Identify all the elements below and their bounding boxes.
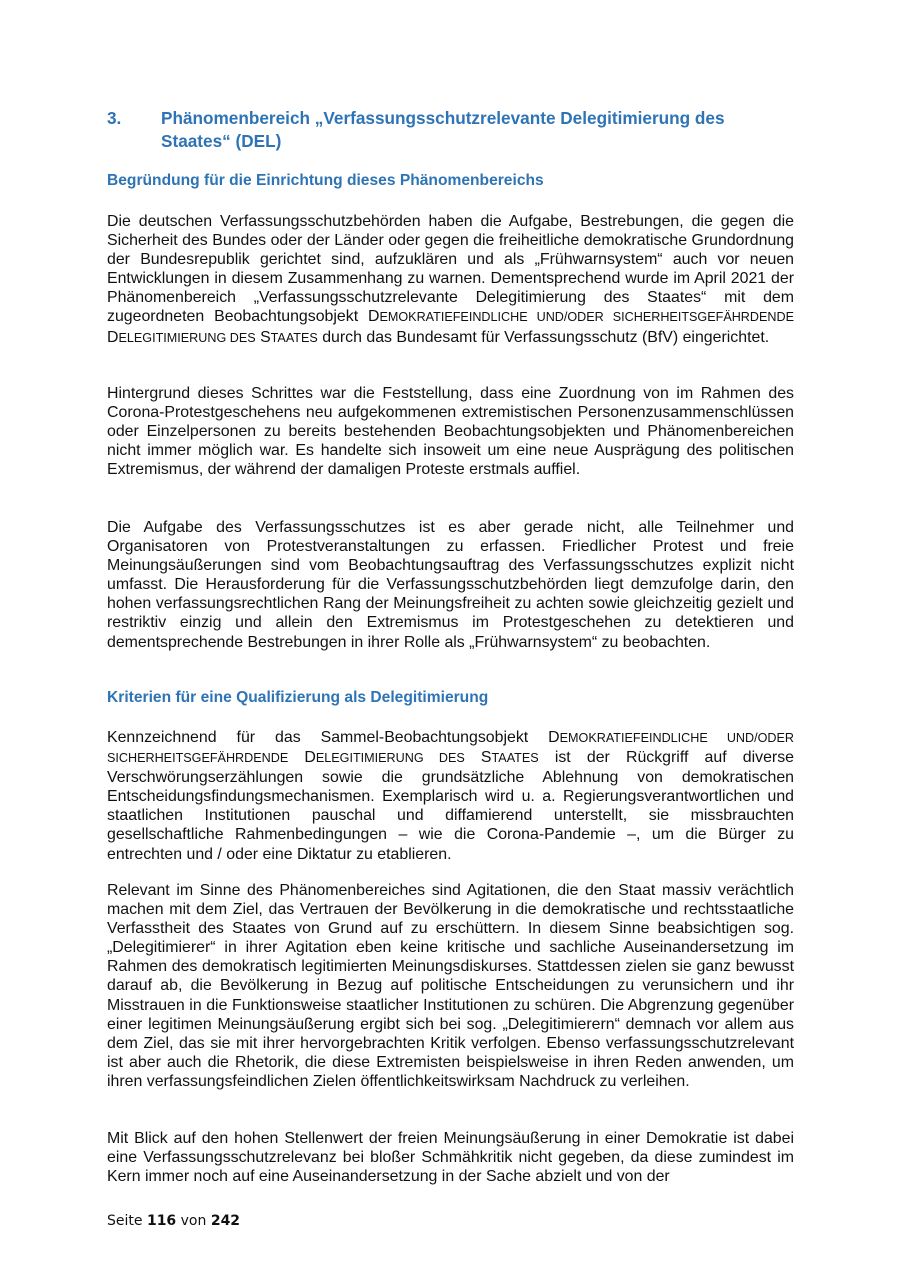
page-footer bbox=[107, 1212, 240, 1230]
footer-prefix: Seite bbox=[107, 1213, 143, 1229]
footer-page-number: 116 bbox=[146, 1213, 177, 1229]
smallcaps-initial: D bbox=[548, 729, 560, 746]
smallcaps-initial: D bbox=[368, 308, 380, 326]
smallcaps-initial: D bbox=[304, 749, 316, 767]
smallcaps-initial: S bbox=[480, 749, 492, 767]
subheading-criteria: Kriterien für eine Qualifizierung als Delegitimierung bbox=[107, 689, 489, 706]
paragraph-text: Die deutschen Verfassungsschutzbehörden haben die Aufgabe, Bestrebungen, die gegen die Sicherheit des Bundes oder der Länder oder gegen die freiheitliche demokratische Grundordnung der Bundesrepublik gerichtet sind, aufzuklären und als „Frühwarnsystem“ auch vor neuen Entwicklungen in diesem Zusammenhang zu warnen. Dementsprechend wurde im April 2021 der Phänomenbereich „Verfassungsschutzrelevante Delegitimierung des Staates“ mit dem zugeordneten Beobachtungsobjekt bbox=[107, 213, 794, 326]
paragraph-text: durch das Bundesamt für Verfassungsschutz (BfV) eingerichtet. bbox=[322, 328, 770, 346]
paragraph-text: ist der Rückgriff auf diverse Verschwörungserzählungen sowie die grundsätzliche Ablehnung von demokratischen Entscheidungsfindungsmechanismen. Exemplarisch wird u. a. Regierungsverantwortlichen und staatlichen Institutionen pauschal und diffamierend unterstellt, sie missbrauchten gesellschaftliche Rahmenbedingungen – wie die Corona-Pandemie –, um die Bürger zu entrechten und / oder eine Diktatur zu etablieren. bbox=[107, 749, 794, 863]
section-heading bbox=[107, 107, 794, 153]
paragraph-background: Hintergrund dieses Schrittes war die Feststellung, dass eine Zuordnung von im Rahmen des Corona-Protestgeschehens neu aufgekommenen extremistischen Personenzusammenschlüssen oder Einzelpersonen zu bereits bestehenden Beobachtungsobjekten und Phänomenbereichen nicht immer möglich war. Es handelte sich insoweit um eine neue Ausprägung des politischen Extremismus, der während der damaligen Proteste erstmals auffiel. bbox=[107, 385, 794, 479]
smallcaps-text: ELEGITIMIERUNG DES bbox=[315, 751, 465, 766]
smallcaps-text: EMOKRATIEFEINDLICHE UND/ODER SICHERHEITSGEFÄHRDENDE bbox=[379, 310, 794, 325]
smallcaps-text: TAATES bbox=[270, 330, 318, 345]
smallcaps-text: ELEGITIMIERUNG DES bbox=[118, 330, 256, 345]
paragraph-characteristics bbox=[107, 728, 794, 864]
section-title: Phänomenbereich „Verfassungsschutzrelevante Delegitimierung des Staates“ (DEL) bbox=[161, 108, 725, 151]
paragraph-task: Die Aufgabe des Verfassungsschutzes ist es aber gerade nicht, alle Teilnehmer und Organisatoren von Protestveranstaltungen zu erfassen. Friedlicher Protest und freie Meinungsäußerungen sind vom Beobachtungsauftrag des Verfassungsschutzes explizit nicht umfasst. Die Herausforderung für die Verfassungsschutzbehörden liegt demzufolge darin, den hohen verfassungsrechtlichen Rang der Meinungsfreiheit zu achten sowie gleichzeitig gezielt und restriktiv einzig und allein den Extremismus im Protestgeschehen zu detektieren und dementsprechende Bestrebungen in ihrer Rolle als „Frühwarnsystem“ zu beobachten. bbox=[107, 519, 794, 651]
section-number: 3. bbox=[107, 108, 122, 128]
smallcaps-initial: D bbox=[107, 328, 119, 346]
footer-page-total: 242 bbox=[210, 1213, 241, 1229]
paragraph-relevance: Relevant im Sinne des Phänomenbereiches sind Agitationen, die den Staat massiv verächtlich machen mit dem Ziel, das Vertrauen der Bevölkerung in die demokratische und rechtsstaatliche Verfasstheit des Staates von Grund auf zu erschüttern. In diesem Sinne beabsichtigen sog. „Delegitimierer“ in ihrer Agitation eben keine kritische und sachliche Auseinandersetzung im Rahmen des demokratisch legitimierten Meinungsdiskurses. Stattdessen zielen sie ganz bewusst darauf ab, die Bevölkerung in Bezug auf politische Entscheidungen zu verunsichern und ihr Misstrauen in die Funktionsweise staatlicher Institutionen zu schüren. Die Abgrenzung gegenüber einer legitimen Meinungsäußerung ergibt sich bei sog. „Delegitimierern“ demnach vor allem aus dem Ziel, das sie mit ihrer hervorgebrachten Kritik verfolgen. Ebenso verfassungsschutzrelevant ist aber auch die Rhetorik, die diese Extremisten beispielsweise in ihren Reden anwenden, um ihren verfassungsfeindlichen Zielen öffentlichkeitswirksam Nachdruck zu verleihen. bbox=[107, 882, 794, 1090]
smallcaps-text: EMOKRATIEFEINDLICHE UND/ODER SICHERHEITSGEFÄHRDENDE bbox=[107, 731, 794, 766]
smallcaps-initial: S bbox=[260, 328, 271, 346]
paragraph-free-speech: Mit Blick auf den hohen Stellenwert der freien Meinungsäußerung in einer Demokratie ist dabei eine Verfassungsschutzrelevanz bei bloßer Schmähkritik nicht gegeben, da diese zumindest im Kern immer noch auf eine Auseinandersetzung in der Sache abzielt und von der bbox=[107, 1130, 794, 1186]
paragraph-mandate bbox=[107, 212, 794, 348]
paragraph-text: Kennzeichnend für das Sammel-Beobachtungsobjekt bbox=[107, 729, 529, 746]
smallcaps-text: TAATES bbox=[491, 751, 539, 766]
subheading-justification: Begründung für die Einrichtung dieses Phänomenbereichs bbox=[107, 172, 544, 189]
footer-mid: von bbox=[180, 1213, 207, 1229]
